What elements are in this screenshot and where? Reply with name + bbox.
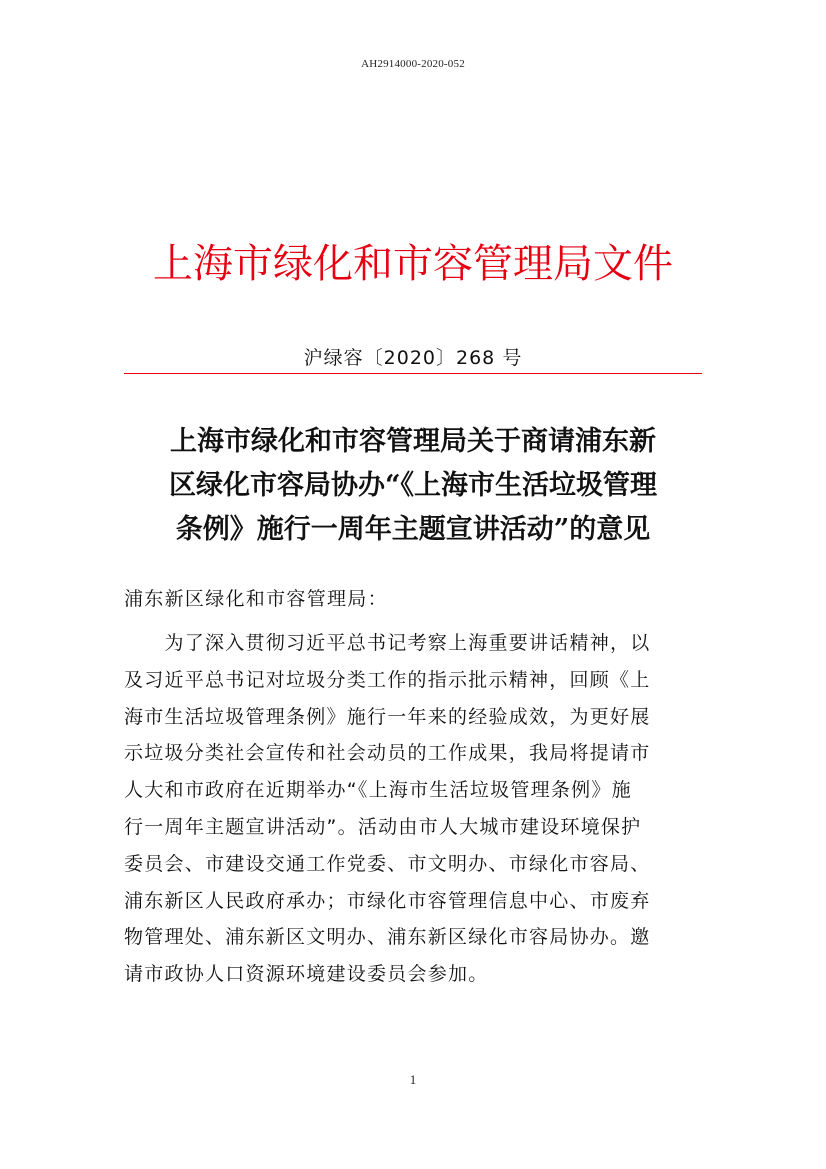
body-line: 及习近平总书记对垃圾分类工作的指示批示精神，回顾《上: [124, 668, 651, 691]
body-paragraph: [124, 625, 704, 993]
body-line: 委员会、市建设交通工作党委、市文明办、市绿化市容局、: [124, 852, 651, 875]
body-line: 请市政协人口资源环境建设委员会参加。: [124, 963, 489, 986]
body-line: 为了深入贯彻习近平总书记考察上海重要讲话精神，以: [124, 632, 651, 654]
issuing-organization-header: 上海市绿化和市容管理局文件: [153, 241, 673, 287]
title-line: 条例》施行一周年主题宣讲活动”的意见: [175, 514, 651, 545]
document-code: AH2914000-2020-052: [361, 58, 465, 70]
red-separator-line: [124, 373, 702, 374]
body-line: 示垃圾分类社会宣传和社会动员的工作成果，我局将提请市: [124, 742, 651, 765]
document-title: [120, 420, 706, 552]
body-line: 浦东新区人民政府承办；市绿化市容管理信息中心、市废弃: [124, 889, 651, 912]
recipient-salutation: 浦东新区绿化和市容管理局：: [124, 588, 388, 610]
body-line: 行一周年主题宣讲活动”。活动由市人大城市建设环境保护: [124, 815, 642, 838]
title-line: 区绿化市容局协办“《上海市生活垃圾管理: [168, 470, 658, 501]
document-number: 沪绿容〔2020〕268 号: [303, 347, 523, 369]
title-line: 上海市绿化和市容管理局关于商请浦东新: [170, 426, 656, 457]
page-number: 1: [409, 1072, 417, 1087]
body-line: 海市生活垃圾管理条例》施行一年来的经验成效，为更好展: [124, 705, 651, 728]
body-line: 人大和市政府在近期举办“《上海市生活垃圾管理条例》施: [124, 779, 632, 802]
body-line: 物管理处、浦东新区文明办、浦东新区绿化市容局协办。邀: [124, 926, 651, 949]
